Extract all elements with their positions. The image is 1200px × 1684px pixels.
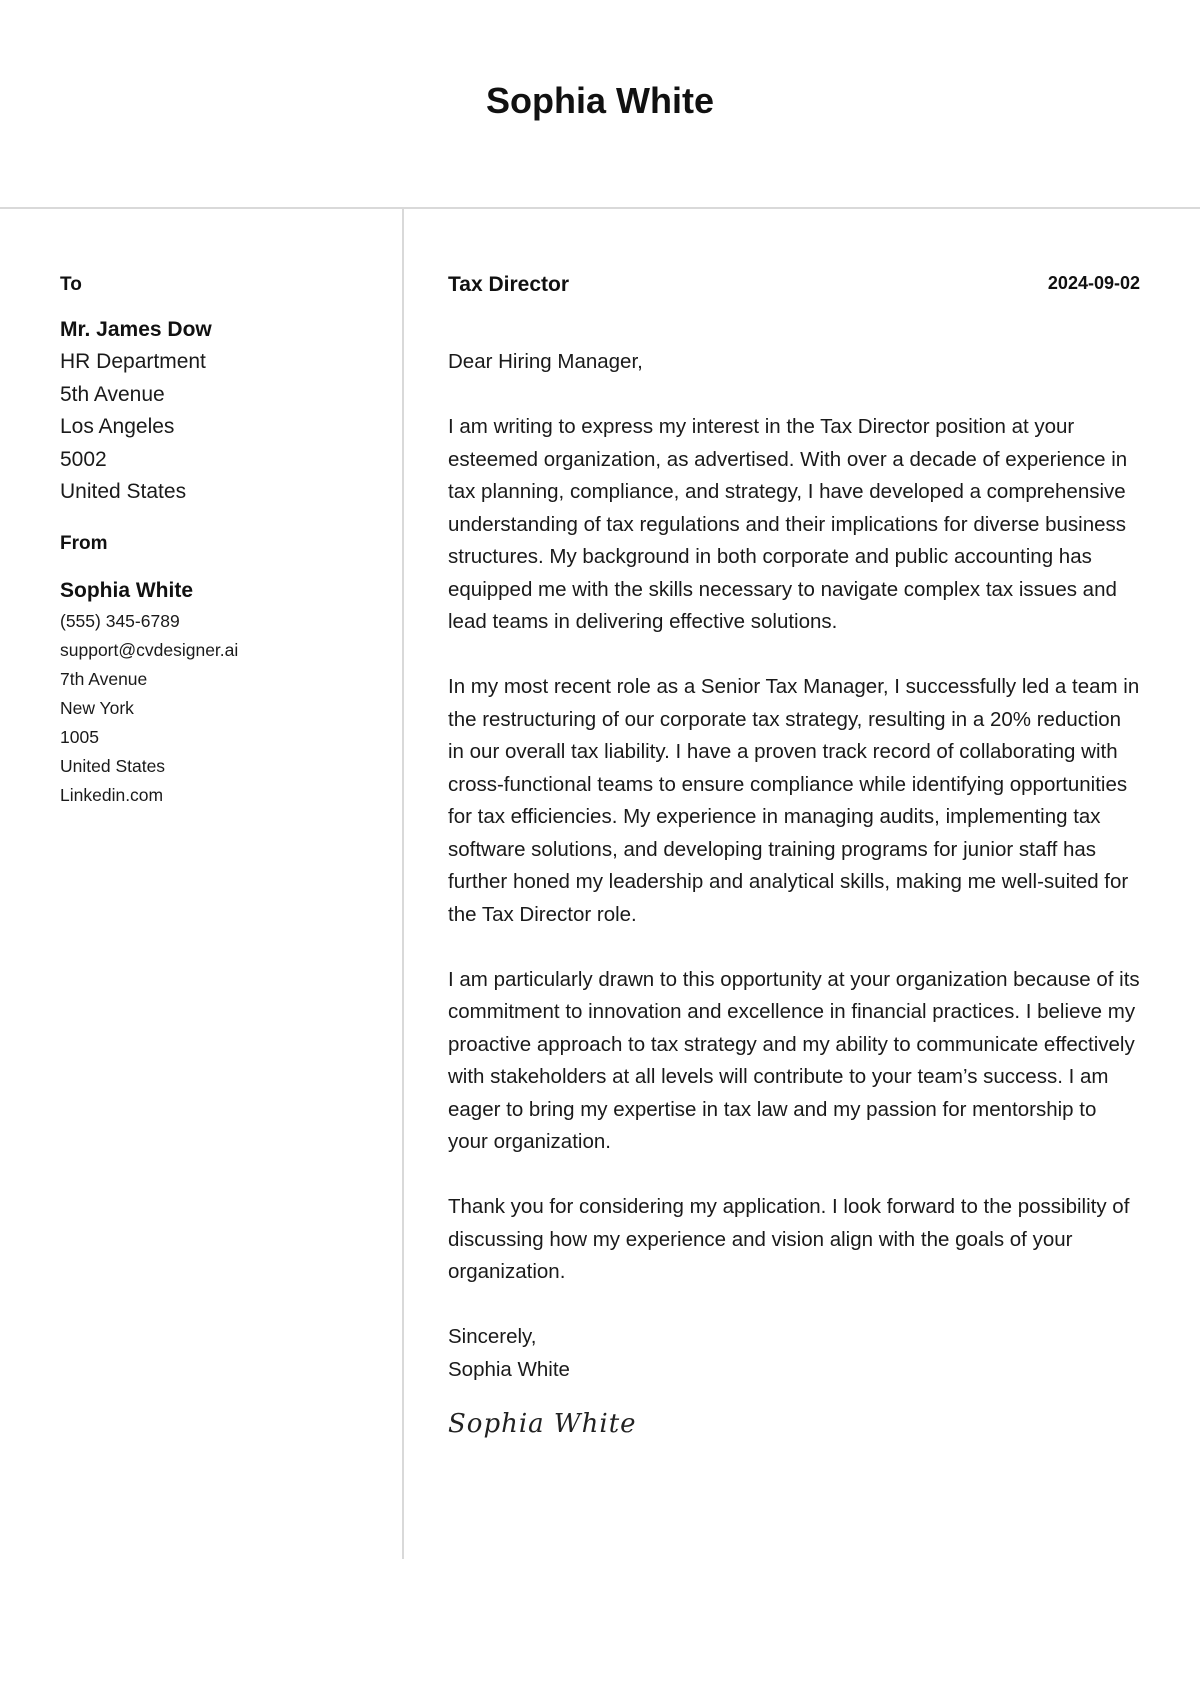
sender-postal-code: 1005 <box>60 726 99 747</box>
letter-title-row <box>448 270 1140 302</box>
sender-country: United States <box>60 755 166 776</box>
recipient-postal-code: 5002 <box>60 447 107 471</box>
recipient-name: Mr. James Dow <box>60 318 212 341</box>
sender-name: Sophia White <box>60 578 193 602</box>
sender-linkedin: Linkedin.com <box>60 784 164 805</box>
paragraph-4: Thank you for considering my application. I look forward to the possibility of discussing how my experience and vision align with the goals of your organization. <box>448 1195 1130 1283</box>
closing-name: Sophia White <box>448 1357 570 1381</box>
sender-phone: (555) 345-6789 <box>60 610 180 631</box>
sender-email: support@cvdesigner.ai <box>60 639 239 660</box>
job-title: Tax Director <box>448 273 569 296</box>
header-name: Sophia White <box>486 80 714 121</box>
signature: Sophia White <box>448 1409 637 1439</box>
sidebar <box>60 270 380 810</box>
paragraph-2: In my most recent role as a Senior Tax Manager, I successfully led a team in the restructuring of our corporate tax strategy, resulting in a 20% reduction in our overall tax liability. I have a proven track record of collaborating with cross-functional teams to ensure compliance while identifying opportunities for tax efficiencies. My experience in managing audits, implementing tax software solutions, and developing training programs for junior staff has further honed my leadership and analytical skills, making me well-suited for the Tax Director role. <box>448 675 1140 926</box>
salutation: Dear Hiring Manager, <box>448 350 643 373</box>
recipient-city: Los Angeles <box>60 415 175 438</box>
letter-date: 2024-09-02 <box>1047 273 1140 293</box>
recipient-street: 5th Avenue <box>60 382 165 406</box>
letter-header <box>0 0 1200 209</box>
letter-body <box>448 270 1140 1444</box>
column-divider <box>402 209 404 1559</box>
paragraph-3: I am particularly drawn to this opportunity at your organization because of its commitment to innovation and excellence in financial practices. I believe my proactive approach to tax strategy and my ability to communicate effectively with stakeholders at all levels will contribute to your team’s success. I am eager to bring my expertise in tax law and my passion for mentorship to your organization. <box>448 967 1140 1153</box>
paragraph-1: I am writing to express my interest in the Tax Director position at your esteemed organization, as advertised. With over a decade of experience in tax planning, compliance, and strategy, I have developed a comprehensive understanding of tax regulations and their implications for diverse business structures. My background in both corporate and public accounting has equipped me with the skills necessary to navigate complex tax issues and lead teams in delivering effective solutions. <box>448 415 1128 633</box>
recipient-department: HR Department <box>60 350 206 373</box>
recipient-label: To <box>60 274 82 295</box>
sender-street: 7th Avenue <box>60 668 148 689</box>
sender-city: New York <box>60 697 134 718</box>
sender-label: From <box>60 532 108 554</box>
recipient-country: United States <box>60 480 187 503</box>
closing: Sincerely, <box>448 1325 537 1348</box>
